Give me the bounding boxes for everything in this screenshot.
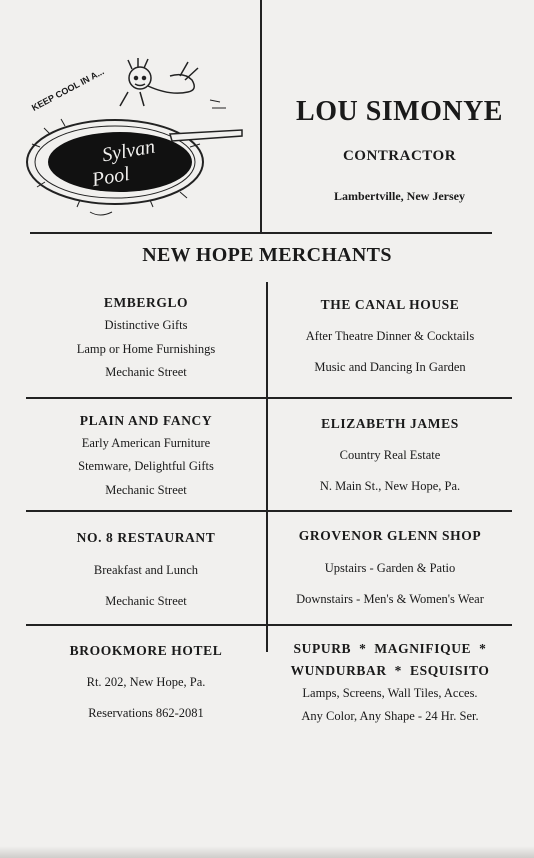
merchant-name: PLAIN AND FANCY: [79, 413, 213, 428]
merchant-line: Upstairs - Garden & Patio: [324, 561, 456, 575]
row-divider-1: [26, 397, 512, 399]
merchant-line: Stemware, Delightful Gifts: [78, 459, 214, 473]
merchant-name: THE CANAL HOUSE: [320, 297, 460, 312]
merchant-name: GROVENOR GLENN SHOP: [298, 528, 482, 543]
merchant-line: Downstairs - Men's & Women's Wear: [296, 592, 484, 606]
merchant-line: Breakfast and Lunch: [93, 563, 199, 577]
merchant-line: Music and Dancing In Garden: [314, 360, 466, 374]
merchant-name: ELIZABETH JAMES: [321, 416, 459, 431]
merchant-name: SUPURB * MAGNIFIQUE *: [293, 641, 487, 656]
merchant-line: Mechanic Street: [105, 483, 187, 497]
merchant-line: Lamp or Home Furnishings: [76, 342, 216, 356]
merchant-line: Lamps, Screens, Wall Tiles, Acces.: [302, 686, 478, 700]
merchant-line: Country Real Estate: [339, 448, 441, 462]
merchant-line: Mechanic Street: [105, 594, 187, 608]
logo-tagline: KEEP COOL IN A...: [30, 66, 106, 113]
contractor-name: LOU SIMONYE: [296, 96, 503, 127]
top-vertical-divider: [260, 0, 262, 232]
merchant-name: EMBERGLO: [103, 295, 189, 310]
contractor-location: Lambertville, New Jersey: [334, 189, 465, 203]
page-bottom-edge: [0, 846, 534, 858]
diving-board: [170, 130, 242, 141]
merchant-line: Early American Furniture: [81, 436, 211, 450]
merchant-line: Rt. 202, New Hope, Pa.: [86, 675, 206, 689]
merchant-line: Reservations 862-2081: [88, 706, 204, 720]
merchant-line: Any Color, Any Shape - 24 Hr. Ser.: [301, 709, 479, 723]
top-horizontal-rule: [30, 232, 492, 234]
contractor-role: CONTRACTOR: [342, 148, 457, 164]
sylvan-pool-logo: [20, 52, 245, 222]
row-divider-3: [26, 624, 512, 626]
merchant-name: BROOKMORE HOTEL: [69, 643, 223, 658]
section-title: NEW HOPE MERCHANTS: [142, 244, 392, 266]
merchant-line: Distinctive Gifts: [104, 318, 188, 332]
merchant-line: N. Main St., New Hope, Pa.: [319, 479, 461, 493]
swimmer-character: [120, 58, 198, 106]
logo-brand-line2: Pool: [90, 162, 132, 192]
row-divider-2: [26, 510, 512, 512]
logo-brand-line1: Sylvan: [100, 135, 157, 167]
merchant-name: NO. 8 RESTAURANT: [76, 530, 216, 545]
merchant-line: After Theatre Dinner & Cocktails: [305, 329, 475, 343]
merchant-name-line2: WUNDURBAR * ESQUISITO: [290, 663, 490, 678]
merchant-line: Mechanic Street: [105, 365, 187, 379]
